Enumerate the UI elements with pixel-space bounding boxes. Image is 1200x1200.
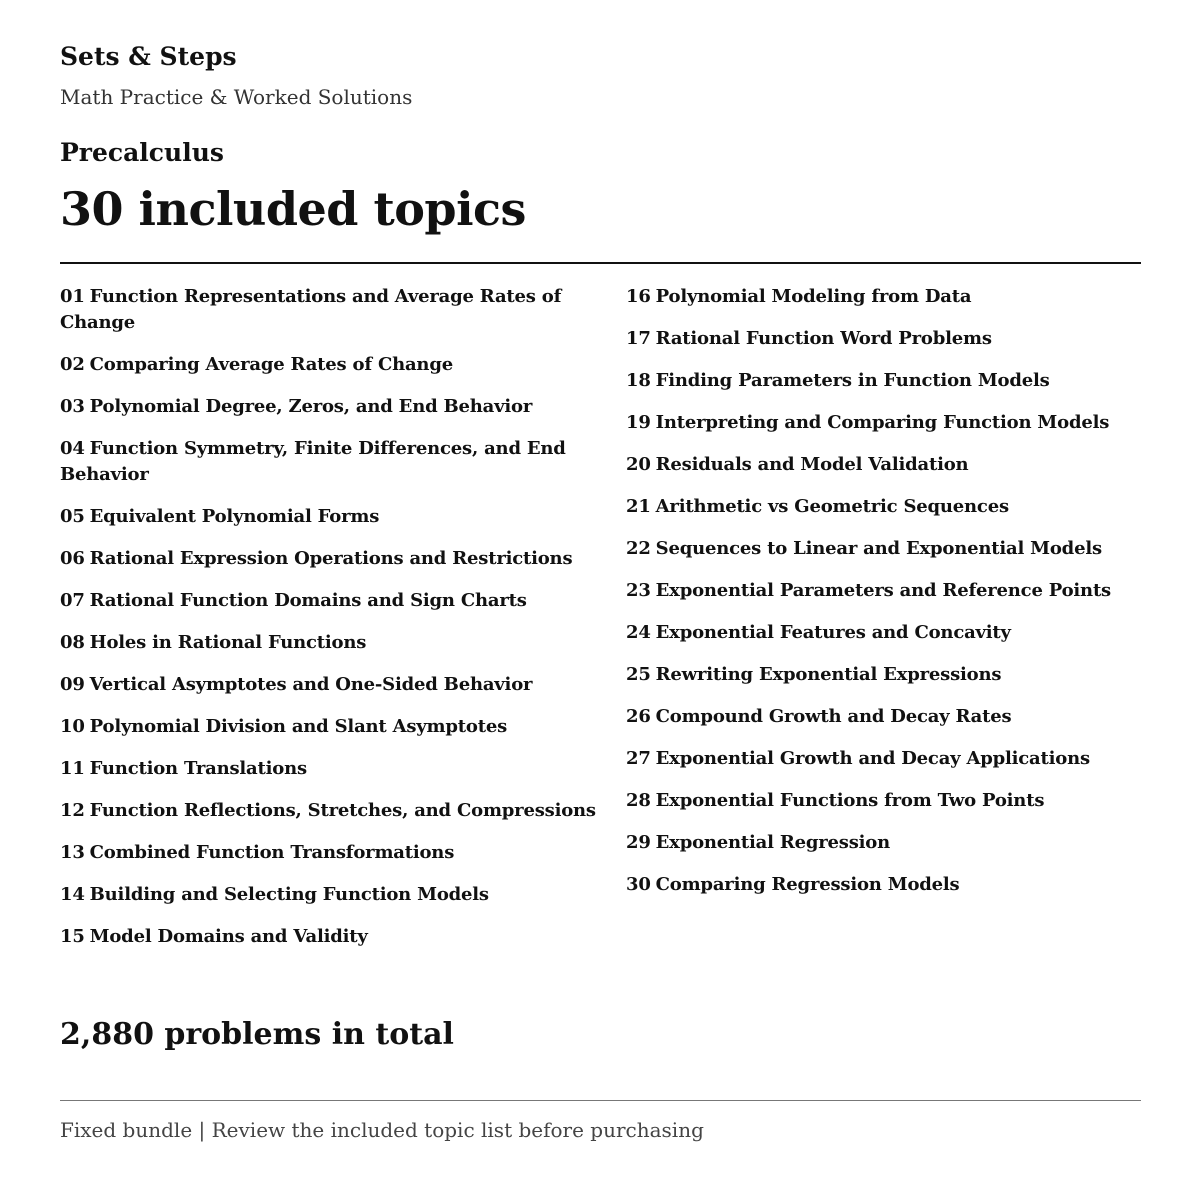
topic-column-left xyxy=(60,284,626,966)
topic-item xyxy=(60,394,626,420)
topic-number: 26 xyxy=(626,706,651,727)
topic-title: Interpreting and Comparing Function Models xyxy=(655,412,1110,433)
topic-title: Rewriting Exponential Expressions xyxy=(655,664,1002,685)
topic-number: 06 xyxy=(60,548,85,569)
topic-title: Exponential Features and Concavity xyxy=(655,622,1011,643)
topic-title: Compound Growth and Decay Rates xyxy=(655,706,1012,727)
topic-item xyxy=(60,352,626,378)
topic-item xyxy=(60,840,626,866)
topic-number: 17 xyxy=(626,328,651,349)
topic-number: 15 xyxy=(60,926,85,947)
topic-item xyxy=(626,788,1141,814)
topic-title: Rational Expression Operations and Restrictions xyxy=(89,548,573,569)
topic-number: 18 xyxy=(626,370,651,391)
topic-title: Function Representations and Average Rates of Change xyxy=(60,286,562,333)
topic-number: 04 xyxy=(60,438,85,459)
topic-number: 30 xyxy=(626,874,651,895)
topic-item xyxy=(60,882,626,908)
topic-item xyxy=(626,704,1141,730)
topic-number: 05 xyxy=(60,506,85,527)
topic-number: 22 xyxy=(626,538,651,559)
topic-number: 03 xyxy=(60,396,85,417)
topic-title: Function Symmetry, Finite Differences, and End Behavior xyxy=(60,438,566,485)
footer-note: Fixed bundle | Review the included topic list before purchasing xyxy=(60,1118,704,1142)
topic-number: 21 xyxy=(626,496,651,517)
subject-title: Precalculus xyxy=(60,138,224,167)
topic-item xyxy=(60,546,626,572)
topic-item xyxy=(60,284,626,336)
topic-title: Comparing Regression Models xyxy=(655,874,960,895)
topic-title: Function Translations xyxy=(89,758,307,779)
topic-title: Equivalent Polynomial Forms xyxy=(89,506,380,527)
topic-item xyxy=(626,620,1141,646)
topic-number: 27 xyxy=(626,748,651,769)
topic-item xyxy=(626,662,1141,688)
topic-item xyxy=(60,714,626,740)
topic-number: 08 xyxy=(60,632,85,653)
topic-title: Building and Selecting Function Models xyxy=(89,884,489,905)
brand-name: Sets & Steps xyxy=(60,42,237,71)
topic-item xyxy=(60,672,626,698)
topic-title: Rational Function Domains and Sign Charts xyxy=(89,590,527,611)
topic-number: 10 xyxy=(60,716,85,737)
topic-number: 02 xyxy=(60,354,85,375)
topic-number: 09 xyxy=(60,674,85,695)
topic-item xyxy=(626,578,1141,604)
topic-title: Residuals and Model Validation xyxy=(655,454,969,475)
topic-number: 11 xyxy=(60,758,85,779)
topic-title: Sequences to Linear and Exponential Models xyxy=(655,538,1102,559)
topic-number: 12 xyxy=(60,800,85,821)
topic-number: 16 xyxy=(626,286,651,307)
topic-title: Exponential Functions from Two Points xyxy=(655,790,1045,811)
brand-tagline: Math Practice & Worked Solutions xyxy=(60,85,413,109)
topic-item xyxy=(60,924,626,950)
topic-item xyxy=(60,588,626,614)
topic-item xyxy=(626,326,1141,352)
topic-item xyxy=(626,536,1141,562)
topic-number: 29 xyxy=(626,832,651,853)
topic-item xyxy=(60,504,626,530)
topic-title: Polynomial Division and Slant Asymptotes xyxy=(89,716,508,737)
topic-title: Exponential Parameters and Reference Points xyxy=(655,580,1111,601)
topic-number: 07 xyxy=(60,590,85,611)
topic-title: Model Domains and Validity xyxy=(89,926,368,947)
topic-title: Rational Function Word Problems xyxy=(655,328,992,349)
topic-number: 19 xyxy=(626,412,651,433)
topic-item xyxy=(60,436,626,488)
topic-title: Arithmetic vs Geometric Sequences xyxy=(655,496,1009,517)
page xyxy=(60,0,1141,1200)
topic-item xyxy=(626,284,1141,310)
topic-item xyxy=(626,452,1141,478)
topic-item xyxy=(60,756,626,782)
topic-title: Exponential Growth and Decay Applications xyxy=(655,748,1090,769)
topic-title: Function Reflections, Stretches, and Compressions xyxy=(89,800,596,821)
topic-number: 13 xyxy=(60,842,85,863)
topic-title: Polynomial Modeling from Data xyxy=(655,286,972,307)
divider-top xyxy=(60,262,1141,264)
topic-number: 20 xyxy=(626,454,651,475)
topic-title: Holes in Rational Functions xyxy=(89,632,367,653)
topic-number: 24 xyxy=(626,622,651,643)
topic-item xyxy=(60,630,626,656)
topic-item xyxy=(626,494,1141,520)
topic-title: Combined Function Transformations xyxy=(89,842,455,863)
problem-total: 2,880 problems in total xyxy=(60,1017,454,1052)
topic-title: Polynomial Degree, Zeros, and End Behavior xyxy=(89,396,533,417)
topic-item xyxy=(626,872,1141,898)
topic-number: 28 xyxy=(626,790,651,811)
topic-number: 01 xyxy=(60,286,85,307)
topic-item xyxy=(626,746,1141,772)
topics-count-heading: 30 included topics xyxy=(60,182,526,236)
topic-item xyxy=(626,830,1141,856)
topic-number: 14 xyxy=(60,884,85,905)
topic-title: Vertical Asymptotes and One-Sided Behavior xyxy=(89,674,533,695)
topic-number: 25 xyxy=(626,664,651,685)
topic-title: Exponential Regression xyxy=(655,832,890,853)
topic-column-right xyxy=(626,284,1141,966)
topic-title: Comparing Average Rates of Change xyxy=(89,354,453,375)
topic-item xyxy=(626,410,1141,436)
topic-number: 23 xyxy=(626,580,651,601)
topic-title: Finding Parameters in Function Models xyxy=(655,370,1050,391)
topic-item xyxy=(60,798,626,824)
topic-list xyxy=(60,284,1141,966)
topic-item xyxy=(626,368,1141,394)
divider-bottom xyxy=(60,1100,1141,1101)
